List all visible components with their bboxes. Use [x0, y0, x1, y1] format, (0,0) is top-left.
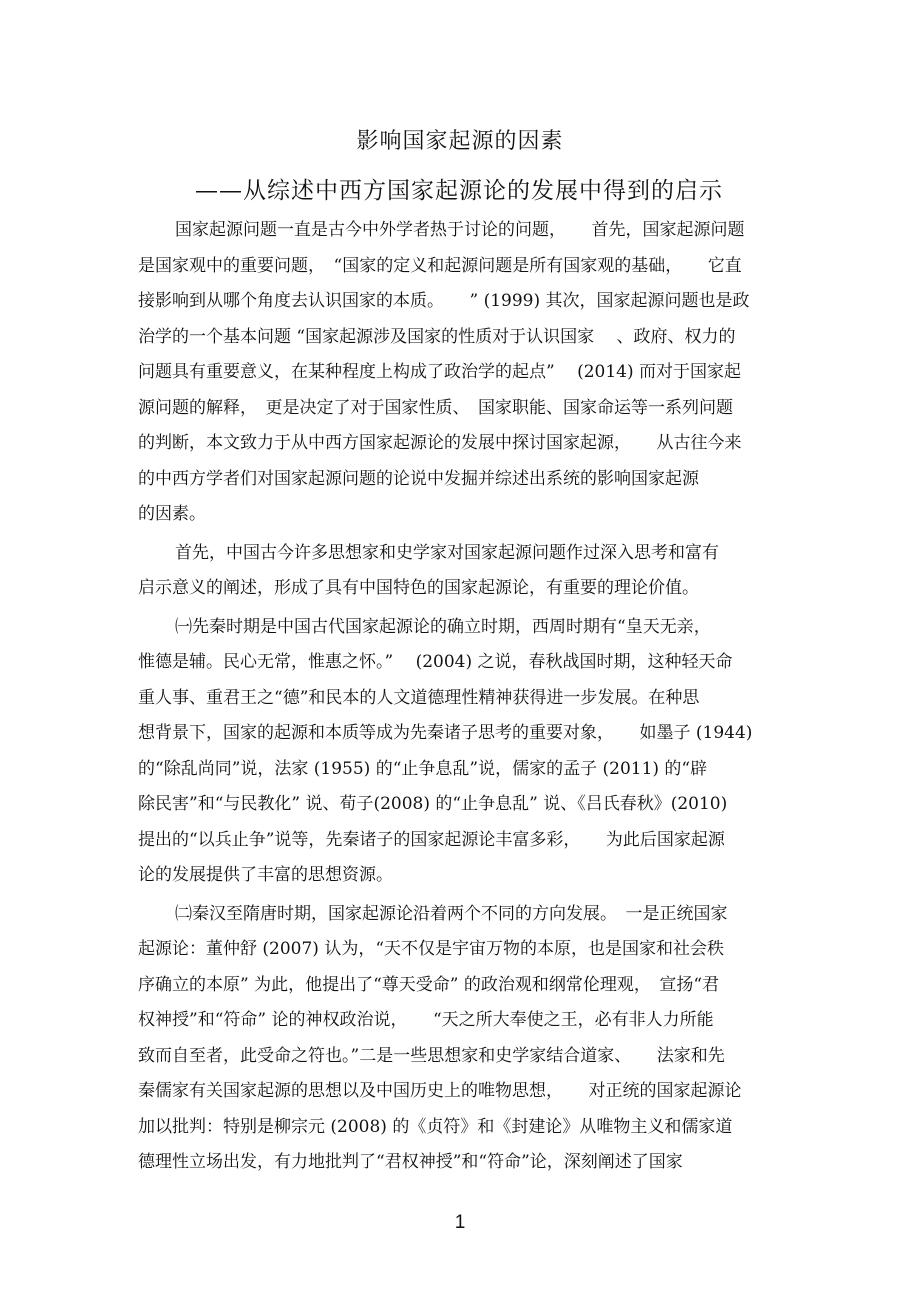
text-line: 秦儒家有关国家起源的思想以及中国历史上的唯物思想， 对正统的国家起源论 [138, 1081, 742, 1101]
text-line: 除民害”和“与民教化” 说、荀子(2008) 的“止争息乱” 说、《吕氏春秋》(2010) [138, 794, 728, 814]
paragraph-4 [138, 897, 758, 1181]
text-line: 权神授”和“符命” 论的神权政治说， “天之所大奉使之王，必有非人力所能 [138, 1010, 714, 1030]
document-body [138, 213, 758, 1184]
document-subtitle: ——从综述中西方国家起源论的发展中得到的启示 [195, 178, 723, 204]
text-line: 治学的一个基本问题 “国家起源涉及国家的性质对于认识国家 、政府、权力的 [138, 326, 736, 347]
text-line: 德理性立场出发，有力地批判了“君权神授”和“符命”论，深刻阐述了国家 [138, 1152, 683, 1172]
text-line: 是国家观中的重要问题， “国家的定义和起源问题是所有国家观的基础， 它直 [138, 255, 742, 276]
text-line: 的因素。 [138, 504, 206, 524]
paragraph-3 [138, 610, 758, 894]
paragraph-1 [138, 213, 758, 533]
text-line: 首先，中国古今许多思想家和史学家对国家起源问题作过深入思考和富有 [175, 542, 719, 563]
text-line: 起源论：董仲舒 (2007) 认为，“天不仅是宇宙万物的本原，也是国家和社会秩 [138, 939, 725, 959]
document-title: 影响国家起源的因素 [356, 129, 564, 154]
text-line: 致而自至者，此受命之符也。”二是一些思想家和史学家结合道家、 法家和先 [138, 1045, 725, 1066]
text-line: 加以批判：特别是柳宗元 (2008) 的《贞符》和《封建论》从唯物主义和儒家道 [138, 1116, 733, 1137]
text-line: 国家起源问题一直是古今中外学者热于讨论的问题， 首先，国家起源问题 [175, 220, 745, 240]
text-line: 的“除乱尚同”说，法家 (1955) 的“止争息乱”说，儒家的孟子 (2011) 的“辟 [138, 758, 708, 779]
text-line: 惟德是辅。民心无常，惟惠之怀。” (2004) 之说，春秋战国时期，这种轻天命 [138, 652, 733, 672]
text-line: 源问题的解释， 更是决定了对于国家性质、 国家职能、国家命运等一系列问题 [138, 397, 733, 418]
text-line: ㈡秦汉至隋唐时期，国家起源论沿着两个不同的方向发展。 一是正统国家 [175, 903, 728, 924]
text-line: 序确立的本原” 为此，他提出了“尊天受命” 的政治观和纲常伦理观， 宣扬“君 [138, 974, 720, 995]
text-line: 启示意义的阐述，形成了具有中国特色的国家起源论，有重要的理论价值。 [138, 578, 699, 598]
text-line: 接影响到从哪个角度去认识国家的本质。 ” (1999) 其次，国家起源问题也是政 [138, 291, 750, 311]
text-line: 问题具有重要意义，在某种程度上构成了政治学的起点” (2014) 而对于国家起 [138, 362, 742, 382]
text-line: ㈠先秦时期是中国古代国家起源论的确立时期，西周时期有“皇天无亲， [175, 616, 711, 637]
paragraph-2 [138, 536, 758, 607]
text-line: 重人事、重君王之“德”和民本的人文道德理性精神获得进一步发展。在种思 [138, 687, 700, 708]
text-line: 的判断，本文致力于从中西方国家起源论的发展中探讨国家起源， 从古往今来 [138, 433, 742, 453]
text-line: 想背景下，国家的起源和本质等成为先秦诸子思考的重要对象， 如墨子 (1944) [138, 723, 753, 743]
text-line: 论的发展提供了丰富的思想资源。 [138, 865, 393, 885]
page-number: 1 [454, 1212, 466, 1233]
text-line: 提出的“以兵止争”说等，先秦诸子的国家起源论丰富多彩， 为此后国家起源 [138, 829, 725, 850]
text-line: 的中西方学者们对国家起源问题的论说中发掘并综述出系统的影响国家起源 [138, 468, 699, 489]
